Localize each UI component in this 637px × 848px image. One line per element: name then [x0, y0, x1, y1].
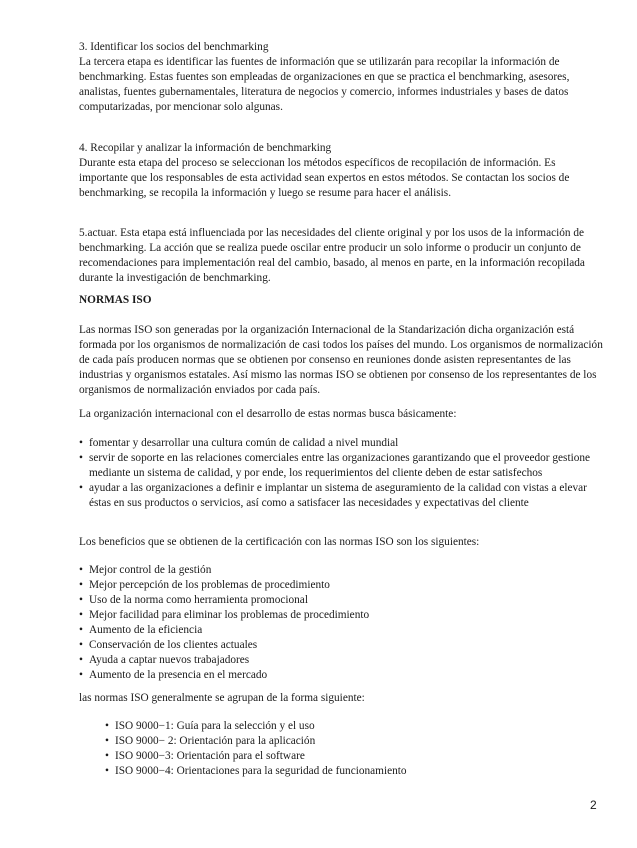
iso-groups-list	[105, 719, 605, 779]
list-item: • Conservación de los clientes actuales	[79, 638, 607, 653]
iso-heading: NORMAS ISO	[79, 294, 152, 306]
list-item: • servir de soporte en las relaciones comerciales entre las organizaciones garantizando que el proveedor gestione mediante un sistema de calidad, y por ende, los requerimientos del cliente deben de estar satisfechos	[79, 451, 607, 481]
page-number: 2	[590, 798, 597, 812]
list-item: • Mejor facilidad para eliminar los problemas de procedimiento	[79, 608, 607, 623]
iso-intro	[79, 323, 607, 398]
list-item: • fomentar y desarrollar una cultura común de calidad a nivel mundial	[79, 436, 607, 451]
list-item: • ayudar a las organizaciones a definir e implantar un sistema de aseguramiento de la calidad con vistas a elevar éstas en sus productos o servicios, así como a satisfacer las necesidades y expectativas del cliente	[79, 481, 607, 511]
list-item: • ISO 9000− 2: Orientación para la aplicación	[105, 734, 605, 749]
list-item: • Mejor control de la gestión	[79, 563, 607, 578]
list-item: • ISO 9000−1: Guía para la selección y el uso	[105, 719, 605, 734]
section-4-body: Durante esta etapa del proceso se seleccionan los métodos específicos de recopilación de información. Es importante que los responsables de esta actividad sean expertos en estos métodos. Se contactan los socios de benchmarking, se recopila la información y luego se resume para hacer el análisis.	[79, 157, 570, 199]
section-3	[79, 40, 607, 115]
list-item: • Aumento de la presencia en el mercado	[79, 668, 607, 683]
list-item: • ISO 9000−3: Orientación para el software	[105, 749, 605, 764]
section-4	[79, 141, 607, 201]
iso-intro-paragraph: Las normas ISO son generadas por la organización Internacional de la Standarización dicha organización está formada por los organismos de normalización de casi todos los países del mundo. Los organismos de normalización de cada país producen normas que se obtienen por consenso en reuniones donde asisten representantes de las industrias y organismos estatales. Así mismo las normas ISO se obtienen por consenso de los representantes de los organismos de normalización enviados por cada país.	[79, 324, 603, 396]
section-5-body: 5.actuar. Esta etapa está influenciada por las necesidades del cliente original y por los usos de la información de benchmarking. La acción que se realiza puede oscilar entre producir un solo informe o producir un conjunto de recomendaciones para implementación real del cambio, basado, al menos en parte, en la información recopilada durante la investigación de benchmarking.	[79, 227, 585, 284]
list-item: • Uso de la norma como herramienta promocional	[79, 593, 607, 608]
list-item: • Mejor percepción de los problemas de procedimiento	[79, 578, 607, 593]
list-item: • Ayuda a captar nuevos trabajadores	[79, 653, 607, 668]
iso-benefits-intro: Los beneficios que se obtienen de la certificación con las normas ISO son los siguientes:	[79, 536, 480, 548]
iso-purpose-intro: La organización internacional con el desarrollo de estas normas busca básicamente:	[79, 408, 457, 420]
iso-benefits-list	[79, 563, 607, 683]
iso-purposes-list	[79, 436, 607, 511]
list-item: • ISO 9000−4: Orientaciones para la seguridad de funcionamiento	[105, 764, 605, 779]
section-3-body: La tercera etapa es identificar las fuentes de información que se utilizarán para recopilar la información de benchmarking. Estas fuentes son empleadas de organizaciones en que se practica el benchmarking, asesores, analistas, fuentes gubernamentales, literatura de negocios y comercio, informes industriales y bases de datos computarizadas, por mencionar solo algunas.	[79, 56, 570, 113]
list-item: • Aumento de la eficiencia	[79, 623, 607, 638]
section-3-title: 3. Identificar los socios del benchmarking	[79, 41, 269, 53]
section-5	[79, 226, 607, 286]
iso-groups-intro: las normas ISO generalmente se agrupan de la forma siguiente:	[79, 692, 365, 704]
section-4-title: 4. Recopilar y analizar la información de benchmarking	[79, 142, 332, 154]
